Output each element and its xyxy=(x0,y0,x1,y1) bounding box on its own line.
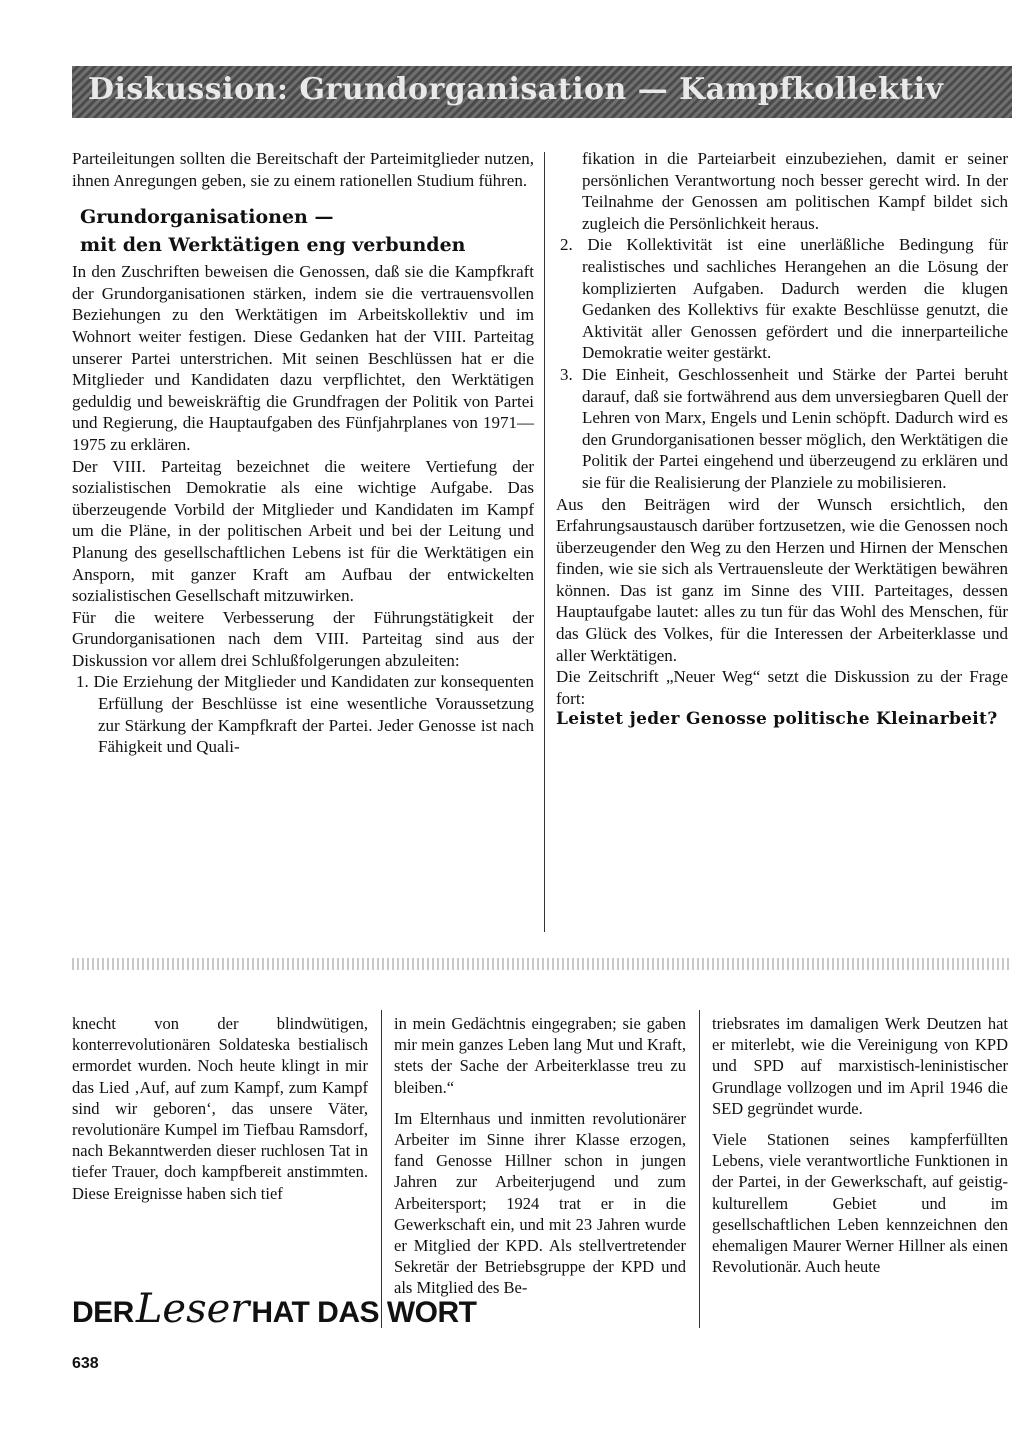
column-divider xyxy=(699,1010,700,1328)
paragraph: Aus den Beiträgen wird der Wunsch ersichtlich, den Erfahrungsaustausch darüber fortzusetzen, wie die Genossen noch überzeugender den Weg zu den Herzen und Hirnen der Menschen finden, wie sie sich als Vertrauensleute der Werktätigen bewähren können. Das ist ganz im Sinne des VIII. Parteitages, dessen Hauptaufgabe lautet: alles zu tun für das Wohl des Menschen, für das Glück des Volkes, für die Interessen der Arbeiterklasse und aller Werktätigen. xyxy=(556,494,1008,665)
list-item-3: 3. Die Einheit, Geschlossenheit und Stärke der Partei beruht darauf, daß sie fortwährend aus dem unversiegbaren Quell der Lehren von Marx, Engels und Lenin schöpft. Dadurch wird es den Grundorganisationen besser möglich, den Werktätigen die Politik der Partei eingehend und überzeugend zu erklären und sie für die Realisierung der Planziele zu mobilisieren. xyxy=(560,364,1008,492)
column-right xyxy=(556,148,1008,731)
section-title: Diskussion: Grundorganisation — Kampfkollektiv xyxy=(88,72,944,107)
subheading-line-1: Grundorganisationen — xyxy=(80,206,334,229)
list-item-1: 1. Die Erziehung der Mitglieder und Kandidaten zur konsequenten Erfüllung der Beschlüsse ist eine wesentliche Voraussetzung zur Stärkung der Kampfkraft der Partei. Jeder Genosse ist nach Fähigkeit und Quali- xyxy=(76,672,534,757)
lower-column-1 xyxy=(72,1013,368,1204)
section-banner xyxy=(72,66,1012,118)
logo-word-leser: Leser xyxy=(135,1286,250,1332)
list-item-2: 2. Die Kollektivität ist eine unerläßliche Bedingung für realistisches und sachliches Herangehen an die Lösung der komplizierten Aufgaben. Dadurch werden die klugen Gedanken des Kollektivs für exakte Beschlüsse genutzt, die Aktivität aller Genossen gefördert und die innerparteiliche Demokratie weiter gestärkt. xyxy=(560,235,1008,363)
paragraph: knecht von der blindwütigen, konterrevolutionären Soldateska bestialisch ermordet wurden. Noch heute klingt in mir das Lied ‚Auf, auf zum Kampf, zum Kampf sind wir geboren‘, das unsere Väter, revolutionäre Kumpel im Tiefbau Ramsdorf, nach Bekanntwerden dieser ruchlosen Tat in tiefer Trauer, doch kampfbereit anstimmten. Diese Ereignisse haben sich tief xyxy=(72,1014,368,1203)
paragraph: triebsrates im damaligen Werk Deutzen hat er miterlebt, wie die Vereinigung von KPD und SPD auf marxistisch-leninistischer Grundlage vollzogen und im April 1946 die SED gegründet wurde. xyxy=(712,1014,1008,1118)
paragraph: Viele Stationen seines kampferfüllten Lebens, viele verantwortliche Funktionen in der Partei, in der Gewerkschaft, auf geistig-kulturellem Gebiet und im gesellschaftlichen Leben kennzeichnen den ehemaligen Maurer Werner Hillner als einen Revolutionär. Auch heute xyxy=(712,1130,1008,1277)
column-divider xyxy=(381,1010,382,1328)
column-divider xyxy=(544,152,545,932)
list-item-1-continued: fikation in die Parteiarbeit einzubeziehen, damit er seiner persönlichen Verantwortung noch besser gerecht wird. In der Teilnahme der Genossen am politischen Kampf bildet sich zugleich die Persönlichkeit heraus. xyxy=(582,149,1008,233)
logo-word-hat-das-wort: HAT DAS WORT xyxy=(251,1296,477,1329)
lower-column-3 xyxy=(712,1013,1008,1277)
paragraph: Im Elternhaus und inmitten revolutionärer Arbeiter im Sinne ihrer Klasse erzogen, fand Genosse Hillner schon in jungen Jahren zur Arbeiterjugend und zum Arbeitersport; 1924 trat er in die Gewerkschaft ein, und mit 23 Jahren wurde er Mitglied der KPD. Als stellvertretender Sekretär der Betriebsgruppe der KPD und als Mitglied des Be- xyxy=(394,1108,686,1298)
lower-column-2 xyxy=(394,1013,686,1299)
section-separator xyxy=(72,958,1010,970)
paragraph: Parteileitungen sollten die Bereitschaft der Parteimitglieder nutzen, ihnen Anregungen geben, sie zu einem rationellen Studium führen. xyxy=(72,149,534,190)
column-logo xyxy=(72,1286,477,1334)
logo-word-der: DER xyxy=(72,1296,134,1329)
page-number: 638 xyxy=(72,1355,99,1372)
paragraph: Der VIII. Parteitag bezeichnet die weitere Vertiefung der sozialistischen Demokratie als eine wichtige Aufgabe. Das überzeugende Vorbild der Mitglieder und Kandidaten im Kampf um die Pläne, in der politischen Arbeit und bei der Leitung und Planung des gesellschaftlichen Lebens ist für die Werktätigen ein Ansporn, mit ganzer Kraft am Aufbau der entwickelten sozialistischen Gesellschaft mitzuwirken. xyxy=(72,456,534,606)
paragraph: In den Zuschriften beweisen die Genossen, daß sie die Kampfkraft der Grundorganisationen stärken, indem sie die vertrauensvollen Beziehungen zu den Werktätigen im Arbeitskollektiv und im Wohnort weiter festigen. Diese Gedanken hat der VIII. Parteitag unserer Partei unterstrichen. Mit seinen Beschlüssen hat er die Mitglieder und Kandidaten dazu verpflichtet, den Werktätigen geduldig und beweiskräftig die Grundfragen der Politik von Partei und Regierung, die Hauptaufgaben des Fünfjahrplanes von 1971—1975 zu erklären. xyxy=(72,262,534,454)
closing-question: Leistet jeder Genosse politische Kleinarbeit? xyxy=(556,709,998,730)
column-left xyxy=(72,148,534,758)
paragraph: Die Zeitschrift „Neuer Weg“ setzt die Diskussion zu der Frage fort: xyxy=(556,667,1008,708)
subheading-line-2: mit den Werktätigen eng verbunden xyxy=(80,234,466,257)
paragraph: Für die weitere Verbesserung der Führungstätigkeit der Grundorganisationen nach dem VIII. Parteitag sind aus der Diskussion vor allem drei Schlußfolgerungen abzuleiten: xyxy=(72,607,534,670)
paragraph: in mein Gedächtnis eingegraben; sie gaben mir mein ganzes Leben lang Mut und Kraft, stets der Sache der Arbeiterklasse treu zu bleiben.“ xyxy=(394,1014,686,1097)
